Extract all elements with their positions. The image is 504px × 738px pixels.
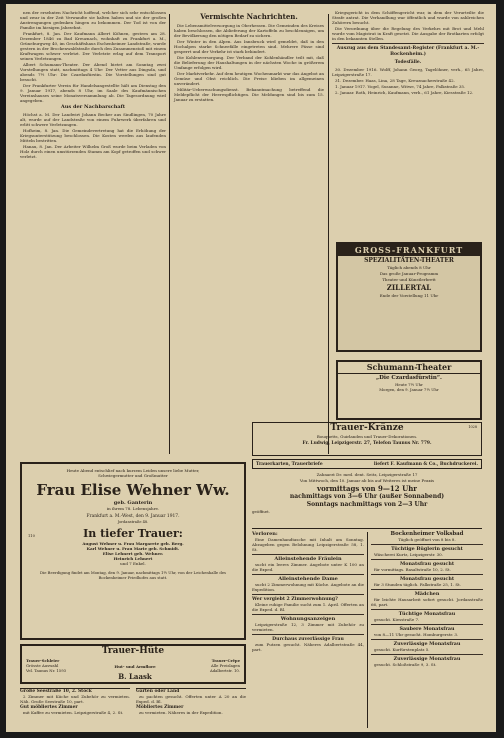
- ad-text: von 8—11 Uhr gesucht. Homburgerstr. 3.: [374, 632, 459, 637]
- notice-intro: Heute Abend entschlief nach kurzem Leiden unsere liebe Mutter,: [66, 468, 200, 473]
- article-paragraph: Der Winter in den Alpen. Aus Innsbruck wird gemeldet, daß in den Hochalpen starke Schneefälle eingetreten sind. Mehrere Pässe sind gesperrt und der Verkehr ist stark behindert.: [174, 39, 324, 54]
- column-divider: [169, 14, 170, 454]
- ad-brand: B. Laask: [118, 672, 152, 681]
- right-ads-column: [371, 532, 483, 728]
- family-member: Karl Wehner u. Frau Marie geb. Schmidt.: [86, 546, 180, 551]
- ad-title: Durchaus zuverlässige Frau: [272, 637, 344, 642]
- ad-line: Von Mittwoch, den 10. Januar ab bis auf Weiteres ist meine Praxis: [299, 478, 435, 483]
- notice-place: Frankfurt a. M.-West, den 9. Januar 1917.: [86, 514, 180, 519]
- ad-line: liefert F. Kaufmann & Co., Buchdruckerei.: [373, 462, 478, 467]
- schumann-theater-ad: Schumann-Theater „Die Czardasfürstin“. Heute 7½ Uhr Morgen, den 9. Januar 7½ Uhr: [336, 360, 482, 420]
- volksbad-sub: Täglich geöffnet von 8 bis 8.: [398, 537, 456, 542]
- ad-text: für vormittags. Basaltstraße 10, 2. St.: [374, 567, 451, 572]
- ad-line: Täglich abends 8 Uhr: [387, 265, 431, 270]
- article-paragraph: Höchst a. M. Der Landwirt Johann Becker aus Sindlingen, 70 Jahre alt, wurde auf der Landstraße von einem Fuhrwerk überfahren und erlitt schwere Verletzungen.: [20, 112, 166, 127]
- family-member: Elise Lehnert geb. Wehner.: [102, 551, 164, 556]
- ad-title: GROSS-FRANKFURT: [338, 244, 480, 256]
- section-heading: Aus der Nachbarschaft: [60, 104, 126, 110]
- deceased-name: Frau Elise Wehner Ww.: [36, 481, 230, 499]
- ad-title: Monatsfrau gesucht: [399, 576, 455, 582]
- family-member: Heinrich Lehnert: [113, 556, 153, 561]
- ad-text: zum Putzen gesucht. Näheres Adalbertstraße 44, part.: [252, 642, 364, 652]
- ad-line: geöffnet.: [252, 509, 270, 514]
- small-ads-column: [252, 532, 364, 728]
- ad-number: 110: [28, 534, 35, 538]
- ad-text: zu pachten gesucht. Offerten unter A 20 an die Exped. d. Bl.: [136, 694, 246, 704]
- ad-title: Alleinstehende Dame: [278, 576, 338, 582]
- notice-address: Jordanstraße 48.: [117, 520, 149, 524]
- mourning-wreaths-ad: [252, 422, 482, 456]
- ad-title: Möbliertes Zimmer: [136, 705, 184, 710]
- article-paragraph: Der Marktverkehr. Auf dem heutigen Wochenmarkt war das Angebot an Gemüse und Obst reichlich. Die Preise blieben im allgemeinen unverändert.: [174, 71, 324, 86]
- ad-text: für 3 Stunden täglich. Falkstraße 25, 1. St.: [374, 582, 462, 587]
- column-divider: [367, 532, 368, 728]
- article-paragraph: Hanau, 8. Jan. Der Arbeiter Wilhelm Groß wurde beim Verladen von Holz durch einen umstürzenden Stamm am Kopf getroffen und schwer verletzt.: [20, 144, 166, 159]
- ad-title: Verloren:: [252, 531, 278, 537]
- ad-text: für leichte Hausarbeit sofort gesucht. Jordanstraße 66, part.: [371, 597, 483, 607]
- ad-title: Trauer-Hüte: [101, 646, 165, 656]
- ad-text: zu vermieten. Näheres in der Expedition.: [139, 710, 223, 715]
- ad-text: mit Kaffee zu vermieten. Leipzigerstraße 4, 2. St.: [23, 710, 124, 715]
- register-entry: 30. Dezember 1916. Wolff, Johann Georg, Tagelöhner, verh., 65 Jahre, Leipzigerstraße 17.: [332, 67, 484, 77]
- ad-title: Alleinstehende Fräulein: [274, 556, 342, 562]
- ad-text: Eine Damenhandtasche mit Inhalt am Sonntag. Abzugeben gegen Belohnung Leipzigerstraße 58, 1. St.: [252, 537, 364, 552]
- section-heading: Vermischte Nachrichten.: [200, 12, 298, 21]
- ad-title: Wer vergiebt 2 Zimmerwohnung?: [252, 597, 338, 602]
- ad-text: sucht ein leeres Zimmer. Angebote unter K 100 an die Exped.: [252, 562, 364, 572]
- ad-line: ZILLERTAL: [386, 283, 432, 292]
- ad-text: Leipzigerstraße 12, 3 Zimmer mit Zubehör zu vermieten.: [252, 622, 364, 632]
- column-1: [20, 10, 166, 460]
- ad-title: Garten oder Land: [136, 689, 180, 694]
- register-entry: 1. Januar 1917. Vogel, Susanne, Witwe, 74 Jahre, Falkstraße 35.: [335, 84, 466, 89]
- column-3: [332, 10, 484, 160]
- article-paragraph: Kriegsgericht in dem Schöffengericht war, in dem der Verurteilte die Strafe antrat. Die Verhandlung war öffentlich und wurde von zahlreichen Zuhörern besucht.: [332, 10, 484, 25]
- volksbad-title: Bockenheimer Volksbad: [390, 531, 464, 537]
- article-paragraph: nen der ersehnten Nachricht hoffend, welcher sich sehr entschlossen und zwar in der Zeit Verwandte sie halten haben und sie der großen Anstrengungen gedenken hingen zu bekommen. Der Tod ist von der Familie im hiesigen Jahrzehnt.: [20, 10, 166, 30]
- article-paragraph: Hofheim, 8. Jan. Die Gemeindevertretung hat die Erhöhung der Kriegsunterstützung beschlossen. Die Kosten werden aus laufenden Mitteln bestritten.: [20, 128, 166, 143]
- column-2: [174, 10, 324, 460]
- ad-text: Wäscherei Kurtz, Leipzigerstr. 30.: [374, 552, 443, 557]
- theater-ad: [336, 242, 482, 352]
- mourning-heading: In tiefer Trauer:: [83, 527, 183, 540]
- register-entry: 2. Januar. Roth, Heinrich, Kaufmann, verh., 61 Jahre, Kiesstraße 12.: [335, 90, 474, 95]
- ad-number: 1028: [468, 425, 477, 429]
- ad-line: nachmittags von 3—6 Uhr (außer Sonnabend): [289, 493, 445, 500]
- register-title: Auszug aus dem Standesamt-Register (Frankfurt a. M.-Bockenheim.): [336, 46, 480, 57]
- ad-title: Mädchen: [414, 591, 440, 597]
- family-member: und 7 Enkel.: [120, 561, 146, 566]
- article-paragraph: Frankfurt, 8. Jan. Der Kaufmann Albert Köhnen, gestern am 28. Dezember 1846 zu Bad Kreuznach, wohnhaft zu Frankfurt a. M., Grüneburgweg 40, im Geschäftshaus Eschenheimer Landstraße, wurde gestern in der Brockenwaldstraße durch den Zusammenstoß mit einem Kraftwagen schwer verletzt. Der Verletzte erlag auf dem Transport seinen Verletzungen.: [20, 31, 166, 61]
- ad-text: gesucht. Schloßstraße 9, 3. St.: [374, 662, 437, 667]
- ad-line: Grösste Auswahl: [26, 663, 59, 668]
- ad-title: Saubere Monatsfrau: [399, 626, 455, 632]
- ad-title: Gut möbliertes Zimmer: [20, 705, 78, 710]
- bottom-ads-mid: [136, 688, 246, 729]
- article-paragraph: Militär-Ueberwachungsdienst. Bekanntmachung betreffend die Meldepflicht der Heerespflichtigen. Die Meldungen sind bis zum 15. Januar zu erstatten.: [174, 87, 324, 102]
- dentist-hours-ad: [252, 472, 482, 529]
- ad-text: 2 Zimmer mit Küche und Zubehör zu vermieten. Näh. Große Seestraße 10, part.: [20, 694, 130, 704]
- ad-shop: Fr. Ludwig, Leipzigerstr. 27, Telefon Taunus Nr. 779.: [302, 441, 432, 446]
- deceased-maiden-name: geb. Ganterin: [113, 500, 153, 506]
- ad-line: Adalbertstr. 10.: [210, 668, 240, 673]
- ad-line: Sonntags nachmittags von 2—3 Uhr: [306, 501, 428, 508]
- ad-title: Trauer-Kränze: [330, 423, 404, 433]
- mourning-hats-ad: [20, 644, 246, 684]
- funeral-info: Die Beerdigung findet am Montag, den 9. Januar, nachmittags 1½ Uhr, von der Leichenhalle des Bockenheimer Friedhofes aus statt.: [39, 570, 227, 580]
- mourning-cards-ad: [252, 459, 482, 469]
- ad-line: Alle Preislagen: [210, 663, 240, 668]
- ad-line: Hut- und Armflore: [114, 664, 156, 669]
- notice-intro: Schwiegermutter und Großmutter: [98, 473, 168, 478]
- column-divider: [328, 14, 329, 454]
- ad-text: gesucht. Kiesstraße 7.: [374, 617, 420, 622]
- ad-title: Zuverlässige Monatsfrau: [393, 641, 461, 647]
- newspaper-page: [6, 4, 496, 732]
- article-paragraph: Die Lebensmittelversorgung in Oberhessen. Die Gemeinden des Kreises haben beschlossen, die Ablieferung der Kartoffeln zu beschleunigen, um der Bevölkerung den nötigen Bedarf zu sichern.: [174, 23, 324, 38]
- ad-title: Trauerkarten, Trauerbriefe: [256, 462, 323, 467]
- ad-title: Zuverlässige Monatsfrau: [393, 656, 461, 662]
- register-subtitle: Todesfälle.: [394, 60, 422, 65]
- ad-text: gesucht. Kurfürstenplatz 5.: [374, 647, 430, 652]
- ad-line: vormittags von 9—12 Uhr: [317, 484, 417, 493]
- ad-line: Trauer-Schleier: [26, 658, 60, 663]
- ad-line: Das große Januar-Programm: [379, 271, 439, 276]
- ad-title: Monatsfrau gesucht: [399, 561, 455, 567]
- ad-title: Wohnungsanzeigen: [280, 616, 336, 622]
- register-entry: 31. Dezember. Haas, Lina, 28 Tage, Kreuznacherstraße 42.: [335, 78, 455, 83]
- ad-title: Tüchtige Monatsfrau: [398, 611, 456, 617]
- ad-line: Bouquetts, Guirlanden und Trauer-Dekorationen.: [316, 434, 418, 439]
- ad-text: Kleine ruhige Familie sucht zum 1. April. Offerten an die Exped. d. Bl.: [252, 602, 364, 612]
- article-paragraph: Der Frankfurter Verein für Handelsangestellte hält am Dienstag den 9. Januar 1917, abends 8 Uhr, im Saale des Kaufmännischen Vereinshauses seine Monatsversammlung ab. Die Tagesordnung wird angegeben.: [20, 83, 166, 103]
- ad-line: Ende der Vorstellung 11 Uhr: [379, 293, 439, 298]
- article-paragraph: Albert Schumann-Theater. Der Abend bietet am Sonntag zwei Vorstellungen statt, nachmittags 4 Uhr: Der Vetter aus Dingsda, und abends 7½ Uhr: Die Czardasfürstin. Die Vorstellungen sind gut besucht.: [20, 62, 166, 82]
- family-member: August Wehner u. Frau Margarete geb. Berg.: [82, 541, 184, 546]
- ad-title: Tüchtige Büglerin gesucht: [391, 546, 463, 552]
- ad-line: Vel. Taunus Nr. 1593: [26, 668, 67, 673]
- ad-text: sucht 2 Zimmerwohnung mit Küche. Angebote an die Expedition.: [252, 582, 364, 592]
- ad-title: Große Seestraße 10, 2. Stock: [20, 689, 92, 694]
- article-paragraph: Die Kohlenversorgung. Der Verband der Kohlenhändler teilt mit, daß die Belieferung der Haushaltungen in der nächsten Woche in größerem Umfange erfolgen wird.: [174, 55, 324, 70]
- ad-line: Zahnarzt Dr. med. dent. Seitz, Leipzigerstraße 17: [316, 472, 418, 477]
- ad-subtitle: SPEZIALITÄTEN-THEATER: [364, 257, 454, 264]
- ad-line: Trauer-Crêpe: [211, 658, 240, 663]
- article-paragraph: Die Verordnung über die Regelung des Verkehrs mit Brot und Mehl wurde vom Magistrat in Kraft gesetzt. Die Ausgabe der Brotkarten erfolgt in den bekannten Stellen.: [332, 26, 484, 41]
- ad-line: Theater und Künstlerbrett: [382, 277, 436, 282]
- funeral-notice: [20, 462, 246, 640]
- deceased-age: in ihrem 78. Lebensjahre.: [106, 506, 160, 511]
- bottom-ads-left: [20, 688, 130, 729]
